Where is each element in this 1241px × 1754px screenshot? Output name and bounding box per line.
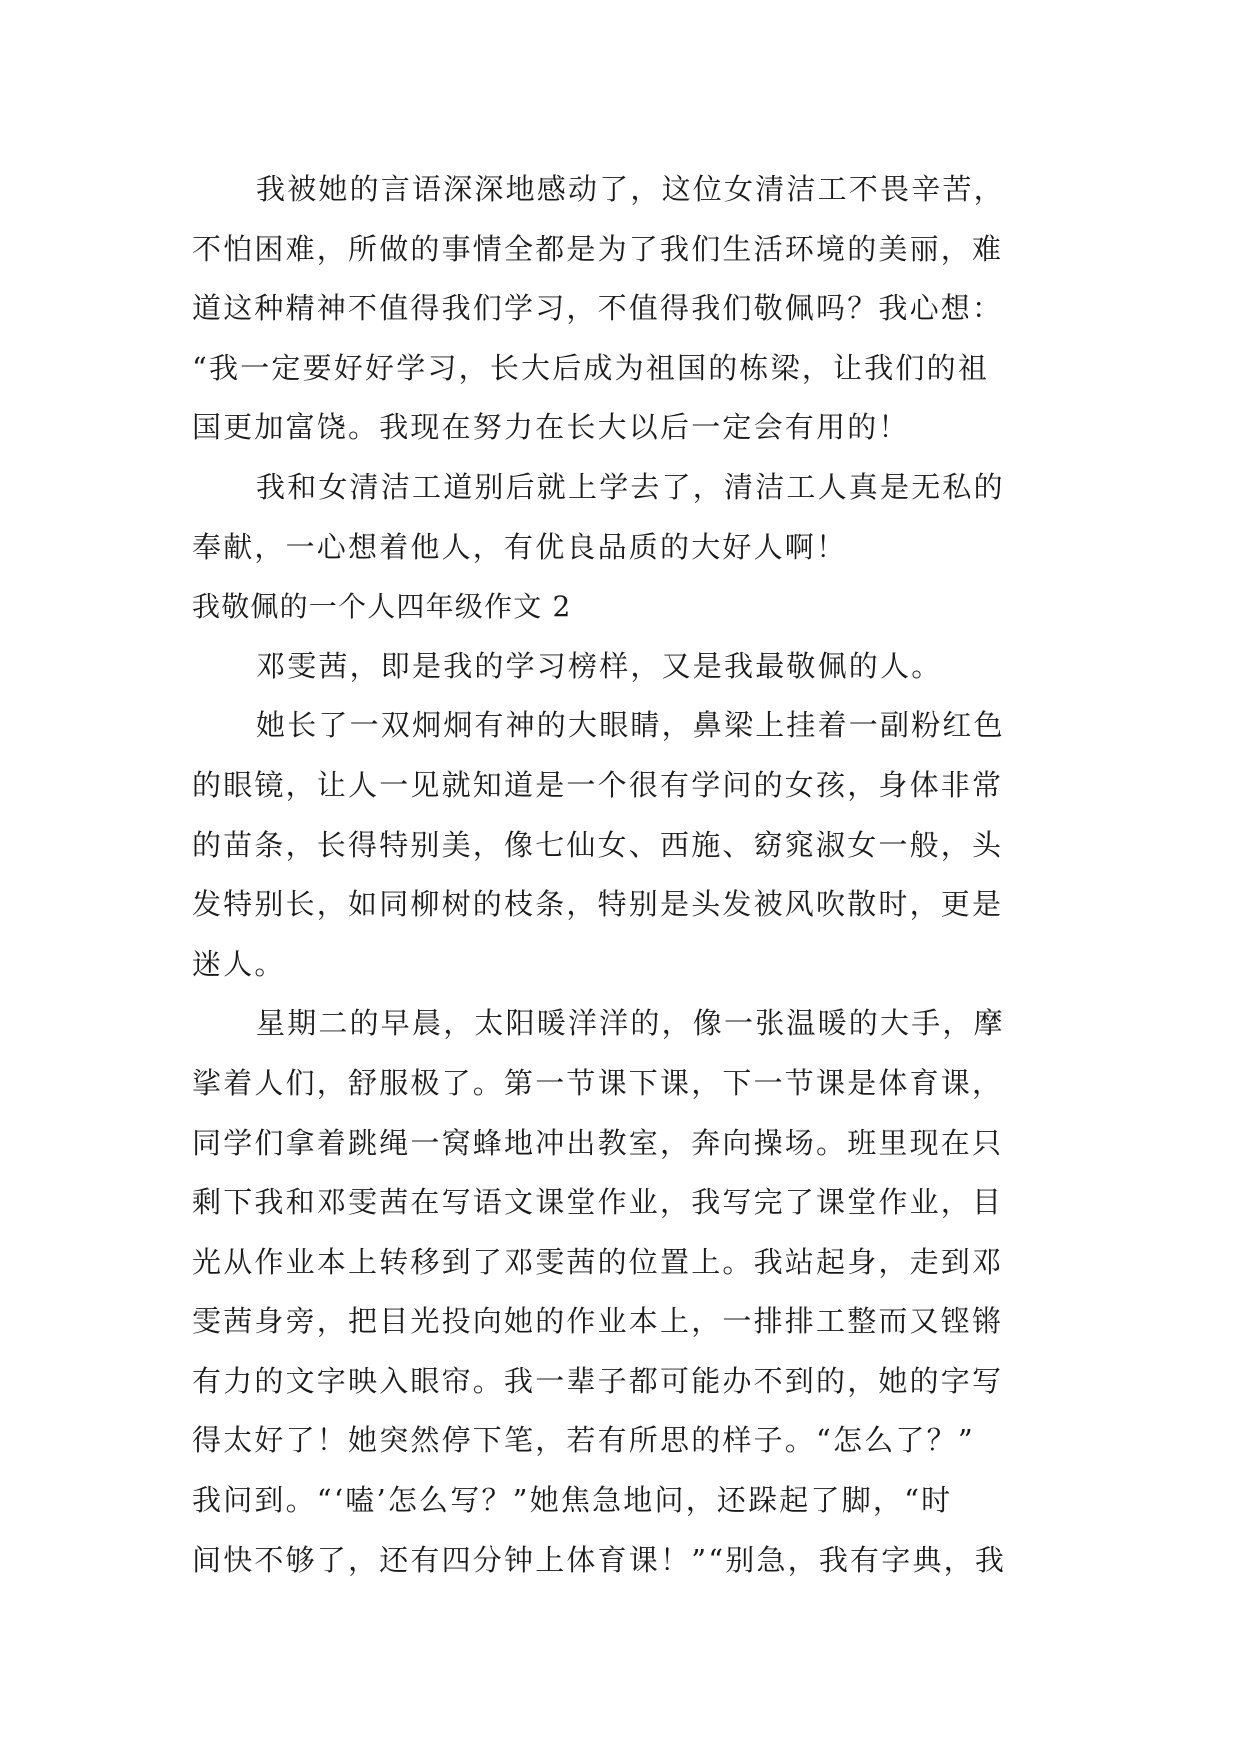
paragraph-5 — [192, 994, 1056, 1590]
section-heading: 我敬佩的一个人四年级作文 2 — [192, 590, 572, 624]
text-line: 我被她的言语深深地感动了，这位女清洁工不畏辛苦， — [256, 172, 1005, 206]
text-line: “我一定要好好学习，长大后成为祖国的栋梁，让我们的祖 — [192, 350, 990, 385]
text-line: 道这种精神不值得我们学习，不值得我们敬佩吗？我心想： — [192, 291, 1004, 326]
paragraph-4 — [192, 696, 1056, 994]
text-line: 间快不够了，还有四分钟上体育课！”“别急，我有字典，我 — [192, 1542, 1007, 1577]
text-line: 有力的文字映入眼帘。我一辈子都可能办不到的，她的字写 — [192, 1363, 1004, 1398]
text-line: 挲着人们，舒服极了。第一节课下课，下一节课是体育课， — [192, 1065, 1004, 1100]
text-line: 迷人。 — [192, 946, 286, 981]
paragraph-1 — [192, 160, 1056, 458]
paragraph-2 — [192, 458, 1056, 577]
text-line: 得太好了！她突然停下笔，若有所思的样子。“怎么了？” — [192, 1423, 975, 1458]
text-line: 的苗条，长得特别美，像七仙女、西施、窈窕淑女一般，头 — [192, 827, 1004, 862]
text-line: 同学们拿着跳绳一窝蜂地冲出教室，奔向操场。班里现在只 — [192, 1125, 1004, 1160]
paragraph-3 — [192, 637, 1056, 697]
text-line: 的眼镜，让人一见就知道是一个很有学问的女孩，身体非常 — [192, 767, 1004, 802]
text-line: 我和女清洁工道别后就上学去了，清洁工人真是无私的 — [256, 469, 1005, 504]
text-line: 不怕困难，所做的事情全都是为了我们生活环境的美丽，难 — [192, 231, 1004, 266]
document-page — [192, 160, 1056, 1590]
text-line: 我问到。“‘嗑’怎么写？”她焦急地问，还跺起了脚，“时 — [192, 1483, 953, 1518]
text-line: 国更加富饶。我现在努力在长大以后一定会有用的！ — [192, 410, 910, 445]
text-line: 光从作业本上转移到了邓雯茜的位置上。我站起身，走到邓 — [192, 1244, 1004, 1279]
text-line: 奉献，一心想着他人，有优良品质的大好人啊！ — [192, 529, 848, 564]
text-line: 发特别长，如同柳树的枝条，特别是头发被风吹散时，更是 — [192, 887, 1004, 922]
text-line: 邓雯茜，即是我的学习榜样，又是我最敬佩的人。 — [256, 648, 943, 683]
text-line: 剩下我和邓雯茜在写语文课堂作业，我写完了课堂作业，目 — [192, 1185, 1004, 1220]
text-line: 星期二的早晨，太阳暖洋洋的，像一张温暖的大手，摩 — [256, 1006, 1005, 1041]
text-line: 她长了一双炯炯有神的大眼睛，鼻梁上挂着一副粉红色 — [256, 708, 1005, 743]
text-line: 雯茜身旁，把目光投向她的作业本上，一排排工整而又铿锵 — [192, 1304, 1004, 1339]
